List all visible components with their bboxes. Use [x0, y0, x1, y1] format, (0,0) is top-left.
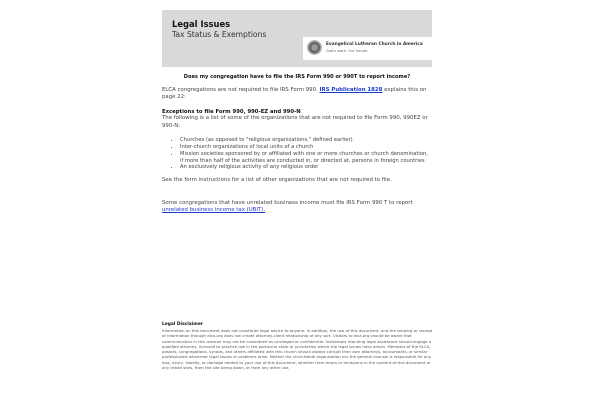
disclaimer-body: Information on this document does not constitute legal advice to anyone. In addition, the use of this document, and the sending or receipt of information through elca.org does not create attorney-client relationship of any sort. Visitors to elca.org should be aware that communication in this manner may not be considered as privileged or confidential. Individuals requiring legal assistance should engage a qualified attorney, licensed to practice law in the particular state or jurisdiction where the legal issues have arisen. Members of the ELCA, pastors, congregations, synods, and others affiliated with this church should always consult their own attorneys, accountants, or similar professionals whenever legal issues or problems arise. Neither the churchwide organization nor the general counsel is responsible for any loss, injury, liability, or damage related to your use of this document, whether from errors or omissions in the content of this document or any linked sites, from the site being down, or from any other use.	[162, 328, 433, 370]
logo-org-name: Evangelical Lutheran Church in America	[326, 42, 423, 47]
document-page	[162, 10, 432, 214]
legal-disclaimer	[162, 322, 434, 370]
exceptions-heading: Exceptions to file Form 990, 990-EZ and 990-N	[162, 109, 301, 116]
list-item: • Churches (as opposed to "religious organizations," defined earlier)	[180, 137, 432, 144]
question-heading: Does my congregation have to file the IRS Form 990 or 990T to report income?	[183, 74, 411, 80]
intro-text-after: explains this on page 22:	[162, 87, 427, 101]
logo-tagline: God's work. Our hands.	[326, 49, 369, 53]
ubit-text: Some congregations that have unrelated business income must file IRS Form 990 T to report	[162, 199, 413, 206]
intro-paragraph	[162, 87, 432, 101]
list-item: • Mission societies sponsored by or affiliated with one or more churches or church denomination, if more than half of the activities are conducted in, or directed at, persons in foreign countries	[180, 151, 432, 165]
list-item: • An exclusively religious activity of any religious order	[180, 164, 432, 171]
elca-logo	[303, 37, 432, 60]
exceptions-intro: The following is a list of some of the organizations that are not required to file Form 990, 990EZ or 990-N:	[162, 115, 428, 129]
irs-publication-1828-link[interactable]: IRS Publication 1828	[319, 87, 383, 93]
exceptions-list	[162, 137, 432, 172]
page-title: Legal Issues	[172, 19, 231, 29]
list-item: • Inter-church organizations of local units of a church	[180, 144, 432, 151]
ubit-paragraph	[162, 200, 432, 214]
page-header	[162, 10, 432, 67]
see-instructions-text: See the form instructions for a list of other organizations that are not required to file.	[162, 177, 392, 184]
page-subtitle: Tax Status & Exemptions	[172, 30, 267, 39]
ubit-link[interactable]: unrelated business income tax (UBIT).	[162, 206, 266, 213]
disclaimer-heading: Legal Disclaimer	[162, 322, 203, 327]
elca-cross-logo-icon	[307, 40, 322, 55]
intro-text: ELCA congregations are not required to file IRS Form 990.	[162, 87, 318, 93]
